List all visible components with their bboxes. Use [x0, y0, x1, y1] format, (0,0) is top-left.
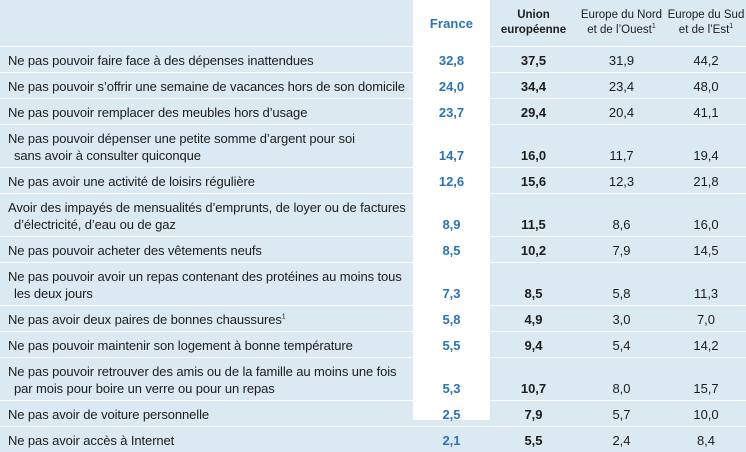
row-label-line: Avoir des impayés de mensualités d’emprunts, de loyer ou de factures: [8, 199, 413, 216]
table-row: [0, 237, 746, 263]
row-label: [0, 99, 413, 125]
value-france: 14,7: [413, 125, 490, 168]
row-label: [0, 263, 413, 306]
header-label-empty: [0, 0, 413, 47]
row-label: [0, 73, 413, 99]
value-europe-sud-est: 7,0: [666, 306, 746, 332]
value-europe-sud-est: 16,0: [666, 194, 746, 237]
value-ue: 11,5: [490, 194, 577, 237]
row-label-line: Ne pas pouvoir faire face à des dépenses inattendues: [8, 52, 413, 69]
table-row: [0, 306, 746, 332]
row-label: [0, 194, 413, 237]
value-france: 2,5: [413, 401, 490, 427]
row-label-line: Ne pas avoir de voiture personnelle: [8, 406, 413, 423]
value-europe-sud-est: 14,2: [666, 332, 746, 358]
value-europe-sud-est: 15,7: [666, 358, 746, 401]
value-europe-nord-ouest: 20,4: [577, 99, 666, 125]
footnote-marker: 1: [729, 23, 733, 30]
value-france: 8,5: [413, 237, 490, 263]
value-france: 5,3: [413, 358, 490, 401]
value-europe-sud-est: 10,0: [666, 401, 746, 427]
row-label-line: Ne pas pouvoir maintenir son logement à bonne température: [8, 337, 413, 354]
row-label: [0, 168, 413, 194]
value-france: 7,3: [413, 263, 490, 306]
value-europe-nord-ouest: 8,0: [577, 358, 666, 401]
value-ue: 37,5: [490, 47, 577, 73]
value-france: 8,9: [413, 194, 490, 237]
value-ue: 34,4: [490, 73, 577, 99]
value-europe-nord-ouest: 12,3: [577, 168, 666, 194]
value-ue: 10,2: [490, 237, 577, 263]
value-europe-nord-ouest: 2,4: [577, 427, 666, 452]
value-europe-nord-ouest: 7,9: [577, 237, 666, 263]
value-europe-sud-est: 21,8: [666, 168, 746, 194]
value-france: 32,8: [413, 47, 490, 73]
value-europe-sud-est: 41,1: [666, 99, 746, 125]
row-label-line: Ne pas avoir une activité de loisirs régulière: [8, 173, 413, 190]
footnote-marker: 1: [282, 314, 286, 321]
table-row: [0, 73, 746, 99]
header-row: [0, 0, 746, 47]
table-row: [0, 332, 746, 358]
table-row: [0, 194, 746, 237]
value-europe-sud-est: 19,4: [666, 125, 746, 168]
row-label-line: Ne pas pouvoir remplacer des meubles hors d’usage: [8, 104, 413, 121]
table-row: [0, 427, 746, 452]
row-label-line: Ne pas avoir accès à Internet: [8, 432, 413, 449]
table-row: [0, 99, 746, 125]
value-ue: 7,9: [490, 401, 577, 427]
row-label: [0, 237, 413, 263]
value-europe-sud-est: 48,0: [666, 73, 746, 99]
row-label: [0, 401, 413, 427]
row-label-line: sans avoir à consulter quiconque: [8, 147, 413, 164]
value-ue: 16,0: [490, 125, 577, 168]
value-europe-nord-ouest: 5,4: [577, 332, 666, 358]
row-label: [0, 332, 413, 358]
value-ue: 10,7: [490, 358, 577, 401]
row-label-line: Ne pas avoir deux paires de bonnes chaussures$^1$: [8, 311, 413, 328]
value-france: 2,1: [413, 427, 490, 452]
value-europe-nord-ouest: 31,9: [577, 47, 666, 73]
value-france: 12,6: [413, 168, 490, 194]
row-label-line: les deux jours: [8, 285, 413, 302]
table-row: [0, 401, 746, 427]
value-europe-nord-ouest: 23,4: [577, 73, 666, 99]
value-france: 5,5: [413, 332, 490, 358]
row-label-line: d’électricité, d’eau ou de gaz: [8, 216, 413, 233]
row-label: [0, 125, 413, 168]
value-ue: 8,5: [490, 263, 577, 306]
value-france: 5,8: [413, 306, 490, 332]
header-france: France: [413, 0, 490, 47]
value-europe-sud-est: 44,2: [666, 47, 746, 73]
row-label: [0, 358, 413, 401]
row-label-line: Ne pas pouvoir avoir un repas contenant des protéines au moins tous: [8, 268, 413, 285]
row-label-line: par mois pour boire un verre ou pour un repas: [8, 380, 413, 397]
table-row: [0, 125, 746, 168]
value-france: 24,0: [413, 73, 490, 99]
value-europe-nord-ouest: 5,8: [577, 263, 666, 306]
value-ue: 9,4: [490, 332, 577, 358]
header-europe-sud-est: Europe du Sud et de l’Est$^1$: [666, 0, 746, 47]
value-ue: 5,5: [490, 427, 577, 452]
footnote-marker: 1: [652, 23, 656, 30]
value-ue: 29,4: [490, 99, 577, 125]
value-europe-sud-est: 11,3: [666, 263, 746, 306]
value-europe-nord-ouest: 5,7: [577, 401, 666, 427]
header-europe-nord-ouest: Europe du Nord et de l’Ouest$^1$: [577, 0, 666, 47]
table-row: [0, 263, 746, 306]
row-label: [0, 306, 413, 332]
value-europe-sud-est: 14,5: [666, 237, 746, 263]
row-label-line: Ne pas pouvoir retrouver des amis ou de la famille au moins une fois: [8, 363, 413, 380]
row-label-line: Ne pas pouvoir s’offrir une semaine de vacances hors de son domicile: [8, 78, 413, 95]
table-row: [0, 358, 746, 401]
row-label-line: Ne pas pouvoir acheter des vêtements neufs: [8, 242, 413, 259]
header-union-europeenne: Union européenne: [490, 0, 577, 47]
row-label-line: Ne pas pouvoir dépenser une petite somme d’argent pour soi: [8, 130, 413, 147]
value-europe-nord-ouest: 11,7: [577, 125, 666, 168]
value-france: 23,7: [413, 99, 490, 125]
value-europe-nord-ouest: 8,6: [577, 194, 666, 237]
row-label: [0, 427, 413, 452]
value-ue: 15,6: [490, 168, 577, 194]
value-ue: 4,9: [490, 306, 577, 332]
value-europe-nord-ouest: 3,0: [577, 306, 666, 332]
table-row: [0, 168, 746, 194]
table-row: [0, 47, 746, 73]
row-label: [0, 47, 413, 73]
value-europe-sud-est: 8,4: [666, 427, 746, 452]
